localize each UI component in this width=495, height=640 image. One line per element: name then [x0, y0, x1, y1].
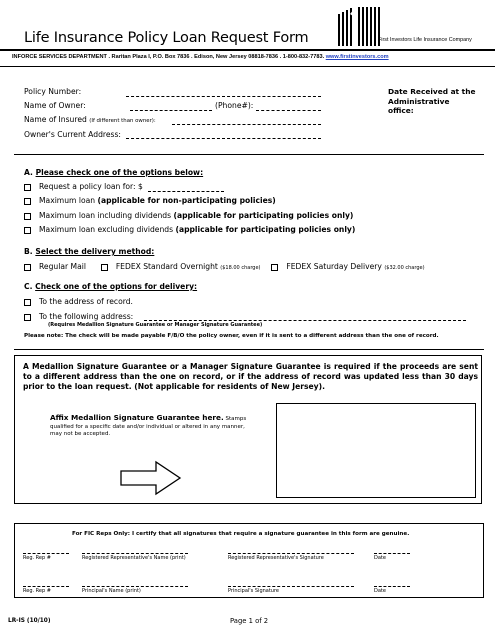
option-1-text: Request a policy loan for: $ — [39, 182, 143, 191]
website-link[interactable]: www.firstinvestors.com — [325, 54, 389, 60]
option-3-bold: (applicable for participating policies only) — [173, 211, 354, 220]
principal-signature-label: Principal's Signature — [228, 588, 279, 594]
loan-amount-field[interactable] — [148, 191, 224, 192]
fedex-overnight-label: FEDEX Standard Overnight — [115, 262, 218, 271]
policy-number-label: Policy Number: — [24, 87, 82, 96]
medallion-stamp-box[interactable] — [276, 403, 476, 498]
rep-signature-field[interactable] — [228, 553, 354, 554]
header-rule-bottom — [0, 66, 495, 67]
option-2-bold: (applicable for non-participating policies) — [97, 196, 276, 205]
owner-address-label: Owner's Current Address: — [24, 130, 121, 139]
section-a-option-2[interactable] — [24, 196, 276, 205]
rep-name-label: Registered Representative's Name (print) — [82, 555, 186, 561]
rep-name-field[interactable] — [82, 553, 188, 554]
requires-note: (Requires Medallion Signature Guarantee or Manager Signature Guarantee) — [48, 322, 263, 328]
section-b-title: Select the delivery method: — [35, 247, 155, 256]
fedex-saturday-charge: ($32.00 charge) — [384, 265, 425, 271]
date1-field[interactable] — [374, 553, 410, 554]
page-number: Page 1 of 2 — [230, 617, 269, 625]
affix-bold: Affix Medallion Signature Guarantee here. — [50, 413, 224, 422]
reg-rep2-field[interactable] — [23, 586, 69, 587]
section-rule-1 — [14, 154, 484, 155]
section-rule-2 — [14, 349, 484, 350]
option-record-text: To the address of record. — [39, 297, 133, 306]
checkbox-max-excluding-dividends[interactable] — [24, 227, 31, 234]
rep-signature-label: Registered Representative's Signature — [228, 555, 324, 561]
section-c-title: Check one of the options for delivery: — [35, 282, 198, 291]
arrow-shape — [120, 460, 182, 496]
insured-name-note: (If different than owner): — [89, 118, 156, 124]
option-4-text: Maximum loan excluding dividends — [39, 225, 176, 234]
fedex-overnight-charge: ($18.00 charge) — [220, 265, 261, 271]
section-c-heading — [24, 282, 197, 291]
section-a-letter: A. — [24, 168, 33, 177]
section-b-letter: B. — [24, 247, 33, 256]
date2-label: Date — [374, 588, 386, 594]
date2-field[interactable] — [374, 586, 410, 587]
reg-rep-label: Reg. Rep # — [23, 555, 51, 561]
fedex-saturday-label: FEDEX Saturday Delivery — [286, 262, 382, 271]
affix-text — [50, 414, 255, 439]
option-following-text: To the following address: — [39, 312, 134, 321]
department-address: INFORCE SERVICES DEPARTMENT . Raritan Plaza I, P.O. Box 7836 . Edison, New Jersey 08818-7836 . 1-800-832-7783. — [12, 54, 325, 60]
checkbox-fedex-saturday[interactable] — [271, 264, 278, 271]
section-a-title: Please check one of the options below: — [35, 168, 204, 177]
checkbox-max-including-dividends[interactable] — [24, 213, 31, 220]
section-c-option-record[interactable] — [24, 297, 133, 306]
option-2-text: Maximum loan — [39, 196, 98, 205]
option-4-bold: (applicable for participating policies only) — [175, 225, 356, 234]
policy-number-field[interactable] — [126, 96, 321, 97]
option-3-text: Maximum loan including dividends — [39, 211, 174, 220]
section-a-heading — [24, 168, 203, 177]
section-a-option-4[interactable] — [24, 225, 355, 234]
company-logo — [336, 6, 382, 46]
delivery-options-row — [24, 262, 425, 271]
regular-mail-label: Regular Mail — [39, 262, 86, 271]
principal-signature-field[interactable] — [228, 586, 354, 587]
date1-label: Date — [374, 555, 386, 561]
header-rule-top — [0, 49, 495, 51]
medallion-notice: A Medallion Signature Guarantee or a Manager Signature Guarantee is required if the proceeds are sent to a different address than the one on record, or if the address of record was updated less than 30 days prior to the loan request. (Not applicable for residents of New Jersey). — [23, 362, 478, 391]
section-a-option-1[interactable] — [24, 182, 143, 191]
principal-name-label: Principal's Name (print) — [82, 588, 141, 594]
checkbox-regular-mail[interactable] — [24, 264, 31, 271]
insured-name-field[interactable] — [172, 124, 321, 125]
date-received-label: Date Received at the Administrative office: — [388, 87, 476, 115]
please-note: Please note: The check will be made payable F/B/O the policy owner, even if it is sent to a different address than the one of record. — [24, 333, 439, 339]
reg-rep2-label: Reg. Rep # — [23, 588, 51, 594]
form-code: LR-IS (10/10) — [8, 618, 51, 624]
phone-field[interactable] — [256, 110, 321, 111]
section-c-option-following[interactable] — [24, 312, 133, 321]
affix-rest: Stamps qualified for a specific date and/or individual or altered in any manner, may not be accepted. — [50, 416, 247, 438]
right-arrow-icon — [120, 460, 182, 496]
principal-name-field[interactable] — [82, 586, 188, 587]
section-b-heading — [24, 247, 154, 256]
owner-name-field[interactable] — [130, 110, 212, 111]
phone-label: (Phone#): — [215, 101, 254, 110]
checkbox-address-of-record[interactable] — [24, 299, 31, 306]
section-c-letter: C. — [24, 282, 33, 291]
fic-certify: For FIC Reps Only: I certify that all signatures that require a signature guarantee in this form are genuine. — [72, 531, 410, 537]
reg-rep-field[interactable] — [23, 553, 69, 554]
page-title: Life Insurance Policy Loan Request Form — [24, 30, 309, 46]
checkbox-following-address[interactable] — [24, 314, 31, 321]
insured-name-label — [24, 115, 156, 124]
checkbox-loan-amount[interactable] — [24, 184, 31, 191]
owner-address-field[interactable] — [126, 138, 321, 139]
checkbox-max-loan[interactable] — [24, 198, 31, 205]
owner-name-label: Name of Owner: — [24, 101, 86, 110]
section-a-option-3[interactable] — [24, 211, 353, 220]
company-logo-icon — [336, 6, 382, 46]
following-address-field[interactable] — [144, 320, 466, 321]
checkbox-fedex-overnight[interactable] — [101, 264, 108, 271]
company-name: First Investors Life Insurance Company — [378, 37, 472, 43]
insured-name-text: Name of Insured — [24, 115, 87, 124]
department-line — [12, 54, 389, 60]
